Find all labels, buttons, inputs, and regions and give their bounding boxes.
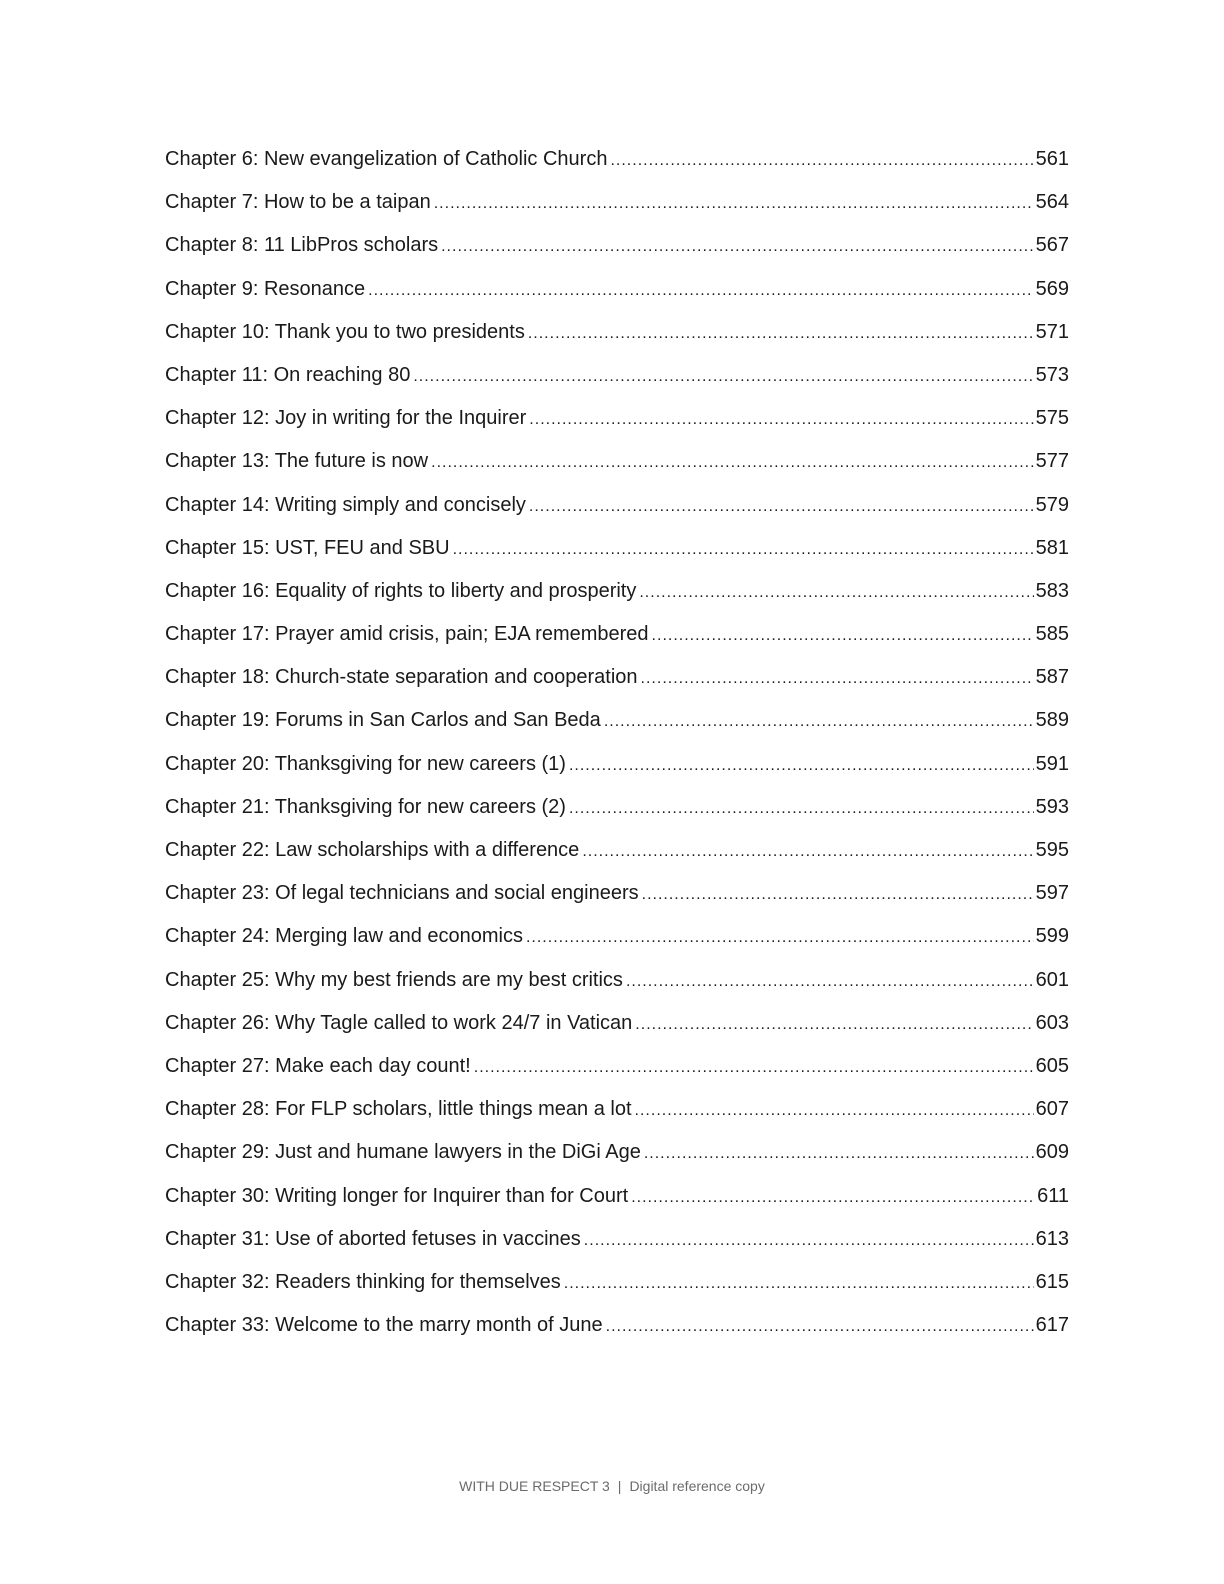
toc-entry-page-number: 611 [1037,1184,1069,1207]
toc-entry[interactable] [165,181,1069,224]
toc-dot-leader [604,700,1034,743]
toc-dot-leader [626,960,1034,1003]
toc-entry-page-number: 575 [1035,407,1069,430]
table-of-contents [165,138,1069,1347]
toc-entry-page-number: 609 [1035,1141,1069,1164]
page-footer [0,1478,1224,1494]
toc-dot-leader [474,1046,1034,1089]
toc-entry-title: Chapter 19: Forums in San Carlos and San Beda [165,709,601,732]
toc-entry[interactable] [165,613,1069,656]
toc-entry[interactable] [165,138,1069,181]
toc-entry-page-number: 573 [1035,363,1069,386]
toc-entry-title: Chapter 28: For FLP scholars, little things mean a lot [165,1098,632,1121]
toc-entry[interactable] [165,397,1069,440]
toc-dot-leader [434,182,1034,225]
toc-dot-leader [413,355,1033,398]
toc-entry[interactable] [165,268,1069,311]
toc-entry-title: Chapter 13: The future is now [165,450,429,473]
toc-dot-leader [641,657,1034,700]
toc-entry-page-number: 603 [1035,1011,1069,1034]
toc-entry[interactable] [165,1002,1069,1045]
toc-entry[interactable] [165,527,1069,570]
toc-entry[interactable] [165,915,1069,958]
toc-entry-page-number: 583 [1035,579,1069,602]
toc-dot-leader [652,614,1034,657]
toc-dot-leader [635,1003,1033,1046]
toc-entry-title: Chapter 23: Of legal technicians and social engineers [165,882,639,905]
toc-entry[interactable] [165,743,1069,786]
toc-dot-leader [453,528,1034,571]
toc-entry-title: Chapter 22: Law scholarships with a difference [165,839,580,861]
toc-entry[interactable] [165,1088,1069,1131]
toc-entry-title: Chapter 31: Use of aborted fetuses in vaccines [165,1227,581,1250]
toc-dot-leader [569,744,1034,787]
toc-entry-page-number: 613 [1035,1227,1069,1250]
toc-entry-title: Chapter 12: Joy in writing for the Inquirer [165,407,527,430]
toc-entry-title: Chapter 18: Church-state separation and cooperation [165,666,638,689]
toc-dot-leader [529,485,1034,528]
toc-entry-page-number: 601 [1035,968,1069,991]
toc-entry[interactable] [165,1175,1069,1218]
toc-entry[interactable] [165,570,1069,613]
toc-entry[interactable] [165,440,1069,483]
toc-entry[interactable] [165,1131,1069,1174]
toc-entry[interactable] [165,484,1069,527]
toc-entry-title: Chapter 25: Why my best friends are my best critics [165,968,623,991]
toc-entry-title: Chapter 11: On reaching 80 [165,363,411,386]
toc-entry-page-number: 595 [1035,839,1069,861]
toc-entry[interactable] [165,656,1069,699]
toc-entry-title: Chapter 7: How to be a taipan [165,191,431,214]
toc-dot-leader [631,1176,1035,1219]
toc-dot-leader [639,571,1033,614]
toc-entry-page-number: 605 [1035,1054,1069,1077]
toc-entry-page-number: 561 [1035,148,1069,170]
toc-entry-title: Chapter 33: Welcome to the marry month of June [165,1314,603,1337]
toc-entry-title: Chapter 26: Why Tagle called to work 24/7 in Vatican [165,1011,633,1034]
toc-entry-page-number: 617 [1035,1314,1069,1337]
toc-dot-leader [564,1262,1034,1305]
toc-entry[interactable] [165,1045,1069,1088]
toc-dot-leader [610,139,1033,182]
toc-entry[interactable] [165,224,1069,267]
toc-entry[interactable] [165,1304,1069,1347]
toc-dot-leader [529,398,1033,441]
toc-entry-page-number: 589 [1035,709,1069,732]
toc-dot-leader [584,1219,1034,1262]
toc-dot-leader [644,1132,1034,1175]
toc-entry-title: Chapter 24: Merging law and economics [165,925,523,948]
toc-entry-page-number: 579 [1035,493,1069,516]
toc-entry[interactable] [165,872,1069,915]
toc-entry-page-number: 577 [1035,450,1069,473]
toc-entry-page-number: 587 [1035,666,1069,689]
toc-entry[interactable] [165,1218,1069,1261]
toc-dot-leader [431,441,1034,484]
toc-entry-title: Chapter 8: 11 LibPros scholars [165,234,439,257]
toc-entry-page-number: 607 [1035,1098,1069,1121]
toc-dot-leader [635,1089,1034,1132]
footer-book-title: WITH DUE RESPECT 3 [459,1478,610,1494]
toc-entry-page-number: 585 [1035,623,1069,646]
footer-separator: | [617,1478,622,1494]
toc-entry-title: Chapter 9: Resonance [165,277,366,300]
toc-entry-page-number: 593 [1035,795,1069,818]
toc-entry-page-number: 599 [1035,925,1069,948]
toc-entry[interactable] [165,311,1069,354]
toc-entry-title: Chapter 6: New evangelization of Catholic Church [165,148,608,170]
toc-entry-page-number: 564 [1035,191,1069,214]
toc-entry-title: Chapter 27: Make each day count! [165,1054,471,1077]
toc-entry-title: Chapter 15: UST, FEU and SBU [165,536,450,559]
toc-entry-page-number: 569 [1035,277,1069,300]
toc-entry-title: Chapter 14: Writing simply and concisely [165,493,526,516]
toc-entry-page-number: 571 [1035,320,1069,343]
toc-dot-leader [528,312,1034,355]
toc-dot-leader [526,916,1034,959]
toc-entry-page-number: 581 [1035,536,1069,559]
toc-entry-page-number: 615 [1035,1270,1069,1293]
toc-entry[interactable] [165,354,1069,397]
toc-entry[interactable] [165,959,1069,1002]
toc-entry-title: Chapter 32: Readers thinking for themselves [165,1270,561,1293]
toc-entry[interactable] [165,829,1069,872]
toc-entry-page-number: 597 [1035,882,1069,905]
toc-entry-title: Chapter 29: Just and humane lawyers in the DiGi Age [165,1141,641,1164]
toc-entry-title: Chapter 30: Writing longer for Inquirer than for Court [165,1184,629,1207]
toc-entry-title: Chapter 21: Thanksgiving for new careers (2) [165,795,566,818]
toc-dot-leader [368,269,1033,312]
toc-entry-page-number: 567 [1035,234,1069,257]
toc-entry-title: Chapter 17: Prayer amid crisis, pain; EJA remembered [165,623,649,646]
toc-entry-title: Chapter 10: Thank you to two presidents [165,320,525,343]
toc-dot-leader [441,225,1034,268]
toc-dot-leader [582,830,1033,873]
toc-dot-leader [606,1305,1034,1348]
toc-entry-title: Chapter 20: Thanksgiving for new careers (1) [165,752,566,775]
toc-entry[interactable] [165,699,1069,742]
toc-entry-title: Chapter 16: Equality of rights to liberty and prosperity [165,579,637,602]
toc-dot-leader [569,787,1034,830]
toc-entry[interactable] [165,1261,1069,1304]
toc-entry[interactable] [165,786,1069,829]
footer-note: Digital reference copy [629,1478,765,1494]
toc-entry-page-number: 591 [1035,752,1069,775]
toc-dot-leader [642,873,1034,916]
